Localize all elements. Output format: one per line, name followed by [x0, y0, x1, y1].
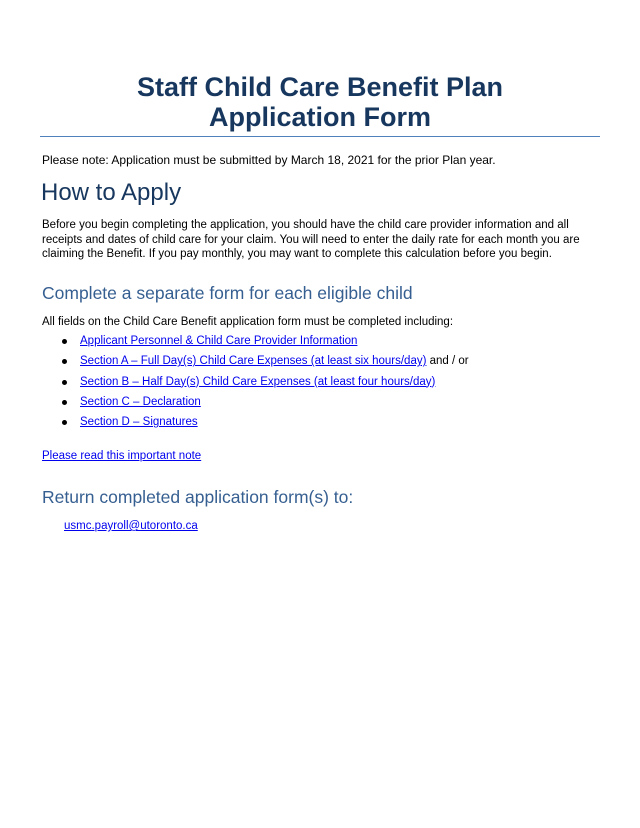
list-item	[59, 415, 469, 435]
section-link-list	[59, 334, 469, 435]
bullet-icon	[62, 400, 67, 405]
important-note-link[interactable]: Please read this important note	[42, 450, 202, 462]
section-a-link[interactable]: Section A – Full Day(s) Child Care Expenses (at least six hours/day)	[80, 355, 427, 368]
title-line-2: Application Form	[209, 102, 431, 132]
fields-intro: All fields on the Child Care Benefit application form must be completed including:	[42, 316, 454, 328]
section-b-link[interactable]: Section B – Half Day(s) Child Care Expenses (at least four hours/day)	[80, 375, 436, 388]
title-divider	[40, 136, 600, 137]
applicant-info-link[interactable]: Applicant Personnel & Child Care Provider Information	[80, 335, 358, 347]
payroll-email-link[interactable]: usmc.payroll@utoronto.ca	[64, 520, 198, 532]
return-heading: Return completed application form(s) to:	[42, 487, 354, 507]
bullet-icon	[62, 420, 67, 425]
document-title	[40, 72, 600, 132]
list-item	[59, 375, 469, 395]
list-item	[59, 354, 469, 374]
how-to-apply-heading: How to Apply	[41, 179, 182, 206]
bullet-icon	[62, 359, 67, 364]
list-item-suffix: and / or	[426, 355, 469, 368]
bullet-icon	[62, 380, 67, 385]
bullet-icon	[62, 339, 67, 344]
section-c-link[interactable]: Section C – Declaration	[80, 395, 201, 408]
list-item	[59, 395, 469, 415]
section-d-link[interactable]: Section D – Signatures	[80, 416, 198, 429]
separate-form-heading: Complete a separate form for each eligible child	[42, 283, 413, 303]
submission-note: Please note: Application must be submitted by March 18, 2021 for the prior Plan year.	[42, 153, 496, 167]
list-item	[59, 334, 469, 354]
title-line-1: Staff Child Care Benefit Plan	[136, 72, 504, 102]
how-to-apply-intro: Before you begin completing the application, you should have the child care provider information and all receipts and dates of child care for your claim. You will need to enter the daily rate for each month you are claiming the Benefit. If you pay monthly, you may want to complete this calculation before you begin.	[42, 219, 580, 260]
